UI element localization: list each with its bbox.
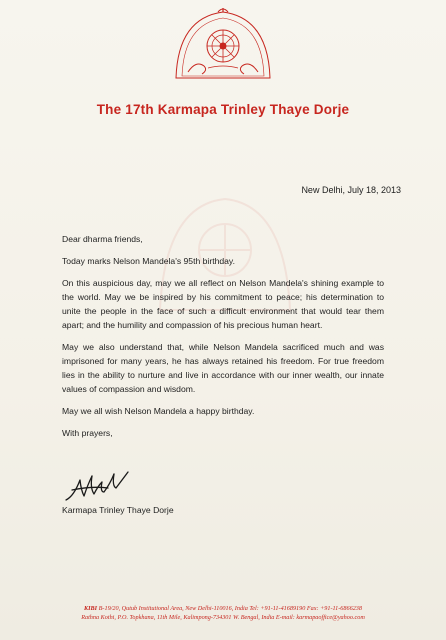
paragraph-3: May we also understand that, while Nelson Mandela sacrificed much and was imprisoned for many years, he has always retained his freedom. For true freedom lies in the ability to nurture and live in accordance with our inner wealth, our innate values of compassion and wisdom.: [62, 342, 384, 394]
paragraph-2: On this auspicious day, may we all reflect on Nelson Mandela's shining example to the world. May we be inspired by his commitment to peace; his determination to unite the people in the face of such a difficult environment that would tear them apart; and the humility and compassion of his precious human heart.: [62, 278, 384, 330]
letterhead-title: The 17th Karmapa Trinley Thaye Dorje: [96, 102, 350, 117]
handwritten-signature-icon: [62, 466, 132, 508]
footer-label: KIBI: [84, 605, 98, 612]
footer-address-1: B-19/20, Qutub Institutional Area, New Delhi-110016, India Tel: +91-11-41689190 Fax: +91-11-6866238: [98, 605, 362, 612]
paragraph-1: Today marks Nelson Mandela's 95th birthday.: [62, 256, 235, 266]
closing: With prayers,: [62, 428, 113, 438]
footer-address: [0, 604, 446, 622]
footer-line-1: [0, 604, 446, 613]
signature-name: Karmapa Trinley Thaye Dorje: [62, 505, 174, 515]
dharma-wheel-seal-icon: [168, 8, 278, 88]
salutation: Dear dharma friends,: [62, 234, 143, 244]
footer-line-2: Rathna Kothi, P.O. Topkhana, 11th Mile, Kalimpong-734301 W. Bengal, India E-mail: karmapaoffice@yahoo.com: [81, 614, 365, 621]
paragraph-4: May we all wish Nelson Mandela a happy birthday.: [62, 406, 255, 416]
letter-date: New Delhi, July 18, 2013: [301, 185, 401, 195]
letter-body: [62, 232, 384, 448]
